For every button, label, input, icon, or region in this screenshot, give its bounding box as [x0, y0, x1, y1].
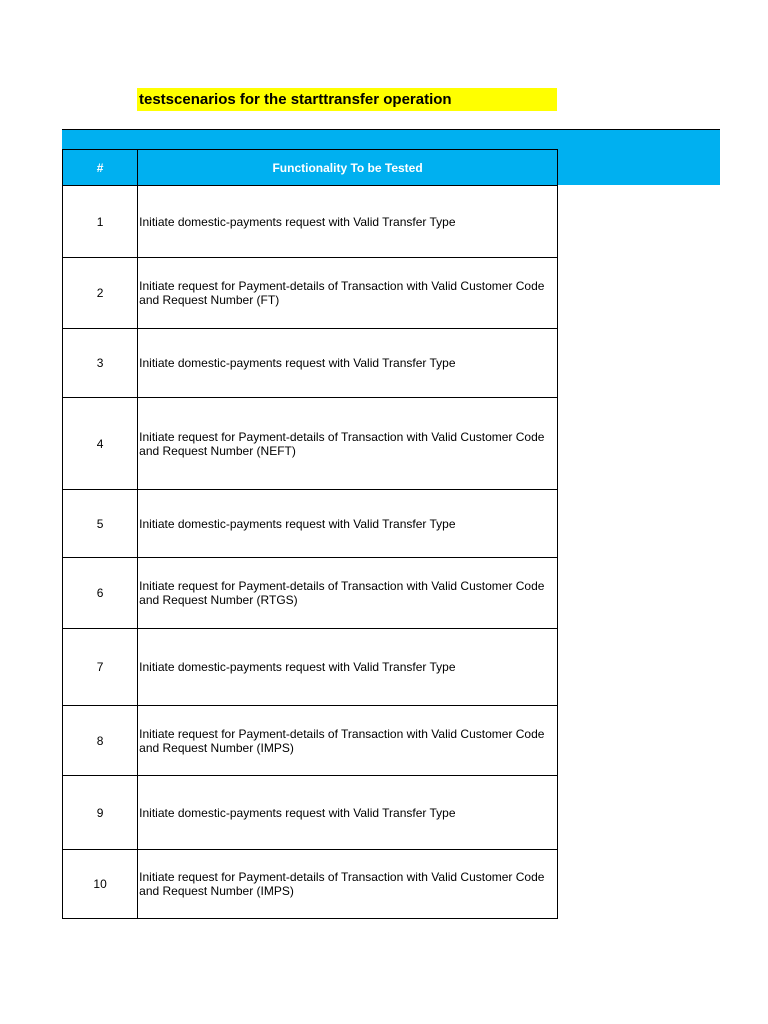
functionality-cell[interactable]: Initiate domestic-payments request with Valid Transfer Type: [138, 629, 558, 706]
test-scenarios-table: [62, 149, 558, 919]
header-band-extension: [557, 149, 720, 185]
row-number-cell[interactable]: 9: [63, 776, 138, 850]
table-row: [63, 398, 558, 490]
row-number-cell[interactable]: 8: [63, 706, 138, 776]
table-row: [63, 776, 558, 850]
table-row: [63, 490, 558, 558]
table-header-row: [63, 150, 558, 186]
header-band: [62, 129, 720, 149]
table-row: [63, 850, 558, 919]
table-row: [63, 629, 558, 706]
functionality-cell[interactable]: Initiate request for Payment-details of Transaction with Valid Customer Code and Request Number (NEFT): [138, 398, 558, 490]
functionality-cell[interactable]: Initiate request for Payment-details of Transaction with Valid Customer Code and Request Number (FT): [138, 258, 558, 329]
functionality-cell[interactable]: Initiate domestic-payments request with Valid Transfer Type: [138, 490, 558, 558]
table-row: [63, 186, 558, 258]
functionality-cell[interactable]: Initiate domestic-payments request with Valid Transfer Type: [138, 776, 558, 850]
table-row: [63, 258, 558, 329]
column-header-functionality[interactable]: Functionality To be Tested: [138, 150, 558, 186]
functionality-cell[interactable]: Initiate request for Payment-details of Transaction with Valid Customer Code and Request Number (RTGS): [138, 558, 558, 629]
row-number-cell[interactable]: 7: [63, 629, 138, 706]
row-number-cell[interactable]: 4: [63, 398, 138, 490]
sheet-title: testscenarios for the starttransfer operation: [137, 88, 557, 111]
row-number-cell[interactable]: 1: [63, 186, 138, 258]
row-number-cell[interactable]: 2: [63, 258, 138, 329]
table-row: [63, 329, 558, 398]
functionality-cell[interactable]: Initiate request for Payment-details of Transaction with Valid Customer Code and Request Number (IMPS): [138, 706, 558, 776]
row-number-cell[interactable]: 5: [63, 490, 138, 558]
row-number-cell[interactable]: 10: [63, 850, 138, 919]
table-row: [63, 706, 558, 776]
row-number-cell[interactable]: 6: [63, 558, 138, 629]
functionality-cell[interactable]: Initiate domestic-payments request with Valid Transfer Type: [138, 186, 558, 258]
row-number-cell[interactable]: 3: [63, 329, 138, 398]
functionality-cell[interactable]: Initiate request for Payment-details of Transaction with Valid Customer Code and Request Number (IMPS): [138, 850, 558, 919]
table-row: [63, 558, 558, 629]
functionality-cell[interactable]: Initiate domestic-payments request with Valid Transfer Type: [138, 329, 558, 398]
column-header-number[interactable]: #: [63, 150, 138, 186]
